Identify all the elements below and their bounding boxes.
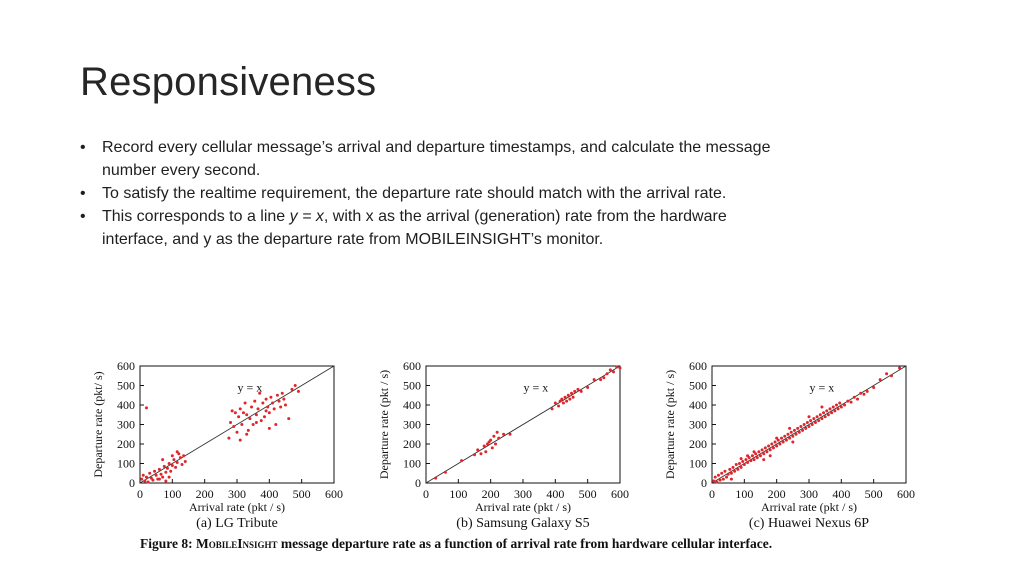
chart-annotation: y = x bbox=[523, 380, 549, 395]
data-point bbox=[237, 415, 240, 418]
slide-title: Responsiveness bbox=[80, 60, 377, 104]
data-point bbox=[746, 461, 749, 464]
data-point bbox=[473, 453, 476, 456]
x-tick-label: 600 bbox=[897, 487, 915, 501]
bullet-item bbox=[80, 205, 780, 251]
data-point bbox=[166, 467, 169, 470]
data-point bbox=[898, 366, 901, 369]
x-tick-label: 400 bbox=[260, 487, 279, 501]
data-point bbox=[808, 415, 811, 418]
data-point bbox=[239, 407, 242, 410]
x-tick-label: 200 bbox=[481, 487, 500, 501]
data-point bbox=[494, 443, 497, 446]
data-point bbox=[740, 466, 743, 469]
x-axis-label: Arrival rate (pkt / s) bbox=[475, 500, 571, 514]
data-point bbox=[786, 433, 789, 436]
data-point bbox=[158, 478, 161, 481]
data-point bbox=[803, 423, 806, 426]
data-point bbox=[840, 405, 843, 408]
data-point bbox=[879, 378, 882, 381]
x-tick-label: 0 bbox=[709, 487, 715, 501]
bullet-text: , with x as the arrival (generation) rate from the hardware interface, and y as the departure rate from MOBILEINSIGHT’s monitor. bbox=[102, 208, 727, 248]
y-tick-label: 400 bbox=[689, 398, 707, 412]
data-point bbox=[719, 479, 722, 482]
y-axis-label: Departure rate (pkt / s) bbox=[377, 369, 391, 480]
data-point bbox=[163, 465, 166, 468]
data-point bbox=[738, 462, 741, 465]
data-point bbox=[808, 425, 811, 428]
data-point bbox=[820, 405, 823, 408]
data-point bbox=[717, 474, 720, 477]
data-point bbox=[853, 396, 856, 399]
data-point bbox=[790, 431, 793, 434]
data-point bbox=[715, 481, 718, 484]
data-point bbox=[859, 392, 862, 395]
chart-annotation: y = x bbox=[809, 380, 835, 395]
data-point bbox=[814, 421, 817, 424]
data-point bbox=[248, 417, 251, 420]
data-point bbox=[294, 384, 297, 387]
data-point bbox=[284, 404, 287, 407]
x-tick-label: 300 bbox=[514, 487, 532, 501]
y-tick-label: 0 bbox=[701, 476, 707, 490]
data-point bbox=[593, 378, 596, 381]
data-point bbox=[775, 437, 778, 440]
data-point bbox=[812, 417, 815, 420]
data-point bbox=[496, 431, 499, 434]
data-point bbox=[564, 396, 567, 399]
data-point bbox=[573, 390, 576, 393]
data-point bbox=[774, 441, 777, 444]
data-point bbox=[568, 398, 571, 401]
data-point bbox=[255, 421, 258, 424]
data-point bbox=[257, 407, 260, 410]
data-point bbox=[751, 454, 754, 457]
data-point bbox=[843, 404, 846, 407]
data-point bbox=[612, 370, 615, 373]
data-point bbox=[801, 429, 804, 432]
data-point bbox=[184, 460, 187, 463]
data-point bbox=[746, 454, 749, 457]
data-point bbox=[245, 413, 248, 416]
data-point bbox=[769, 448, 772, 451]
data-point bbox=[567, 394, 570, 397]
y-tick-label: 100 bbox=[403, 456, 421, 471]
data-point bbox=[765, 450, 768, 453]
data-point bbox=[819, 413, 822, 416]
data-point bbox=[476, 448, 479, 451]
data-point bbox=[179, 456, 182, 459]
data-point bbox=[798, 431, 801, 434]
data-point bbox=[570, 392, 573, 395]
data-point bbox=[837, 407, 840, 410]
data-point bbox=[255, 413, 258, 416]
data-point bbox=[850, 401, 853, 404]
data-point bbox=[274, 423, 277, 426]
data-point bbox=[862, 393, 865, 396]
y-tick-label: 600 bbox=[689, 359, 707, 373]
x-tick-label: 100 bbox=[735, 487, 754, 501]
data-point bbox=[756, 456, 759, 459]
data-point bbox=[572, 396, 575, 399]
data-point bbox=[145, 476, 148, 479]
y-tick-label: 300 bbox=[117, 417, 135, 432]
data-point bbox=[509, 433, 512, 436]
data-point bbox=[234, 411, 237, 414]
data-point bbox=[804, 427, 807, 430]
data-point bbox=[460, 459, 463, 462]
data-point bbox=[497, 437, 500, 440]
data-point bbox=[239, 439, 242, 442]
data-point bbox=[785, 439, 788, 442]
bullet-item bbox=[80, 136, 780, 182]
data-point bbox=[279, 405, 282, 408]
data-point bbox=[551, 407, 554, 410]
data-point bbox=[856, 398, 859, 401]
data-point bbox=[557, 404, 560, 407]
scatter-plot-samsung-s5 bbox=[368, 352, 648, 537]
data-point bbox=[161, 458, 164, 461]
data-point bbox=[714, 476, 717, 479]
data-point bbox=[606, 372, 609, 375]
bullet-text: Record every cellular message’s arrival and departure timestamps, and calculate the message number every second. bbox=[102, 139, 771, 179]
data-point bbox=[576, 388, 579, 391]
data-point bbox=[273, 407, 276, 410]
data-point bbox=[788, 437, 791, 440]
data-point bbox=[164, 480, 167, 483]
data-point bbox=[261, 402, 264, 405]
data-point bbox=[164, 471, 167, 474]
x-tick-label: 100 bbox=[449, 487, 468, 501]
data-point bbox=[491, 446, 494, 449]
data-point bbox=[753, 458, 756, 461]
data-point bbox=[741, 460, 744, 463]
bullet-list bbox=[80, 136, 780, 251]
data-point bbox=[885, 372, 888, 375]
data-point bbox=[846, 400, 849, 403]
data-point bbox=[281, 392, 284, 395]
x-axis-label: Arrival rate (pkt / s) bbox=[761, 500, 857, 514]
data-point bbox=[271, 402, 274, 405]
data-point bbox=[720, 472, 723, 475]
y-tick-label: 600 bbox=[403, 359, 421, 373]
data-point bbox=[788, 427, 791, 430]
y-axis-label: Departure rate (pkt / s) bbox=[663, 369, 677, 480]
y-tick-label: 300 bbox=[403, 417, 421, 432]
x-tick-label: 600 bbox=[325, 487, 343, 501]
data-point bbox=[890, 374, 893, 377]
data-point bbox=[252, 423, 255, 426]
data-point bbox=[143, 480, 146, 483]
data-point bbox=[761, 448, 764, 451]
data-point bbox=[158, 468, 161, 471]
data-point bbox=[824, 415, 827, 418]
x-tick-label: 0 bbox=[137, 487, 143, 501]
data-point bbox=[872, 386, 875, 389]
data-point bbox=[253, 400, 256, 403]
data-point bbox=[227, 437, 230, 440]
data-point bbox=[479, 452, 482, 455]
y-tick-label: 200 bbox=[689, 437, 707, 451]
chart-subtitle: (a) LG Tribute bbox=[196, 516, 278, 531]
y-axis-label: Departure rate (pkt/ s) bbox=[91, 371, 105, 478]
data-point bbox=[753, 450, 756, 453]
data-point bbox=[181, 463, 184, 466]
data-point bbox=[733, 470, 736, 473]
scatter-plot-huawei-nexus bbox=[654, 352, 934, 537]
y-tick-label: 500 bbox=[117, 378, 135, 393]
y-tick-label: 400 bbox=[403, 398, 421, 412]
data-point bbox=[735, 463, 738, 466]
data-point bbox=[728, 468, 731, 471]
data-point bbox=[769, 454, 772, 457]
data-point bbox=[176, 450, 179, 453]
data-point bbox=[247, 429, 250, 432]
data-point bbox=[793, 429, 796, 432]
data-point bbox=[260, 419, 263, 422]
data-point bbox=[830, 411, 833, 414]
y-tick-label: 400 bbox=[117, 398, 135, 412]
x-tick-label: 0 bbox=[423, 487, 429, 501]
data-point bbox=[827, 413, 830, 416]
data-point bbox=[725, 476, 728, 479]
data-point bbox=[767, 444, 770, 447]
figure-caption bbox=[140, 536, 900, 552]
x-tick-label: 200 bbox=[195, 487, 214, 501]
data-point bbox=[829, 407, 832, 410]
y-tick-label: 200 bbox=[117, 437, 135, 451]
data-point bbox=[811, 423, 814, 426]
data-point bbox=[269, 396, 272, 399]
data-point bbox=[174, 466, 177, 469]
data-point bbox=[795, 433, 798, 436]
data-point bbox=[835, 404, 838, 407]
data-point bbox=[148, 472, 151, 475]
data-point bbox=[182, 454, 185, 457]
data-point bbox=[168, 476, 171, 479]
data-point bbox=[434, 477, 437, 480]
data-point bbox=[554, 402, 557, 405]
data-point bbox=[236, 431, 239, 434]
y-tick-label: 100 bbox=[689, 456, 707, 471]
data-point bbox=[833, 409, 836, 412]
data-point bbox=[832, 405, 835, 408]
data-point bbox=[229, 421, 232, 424]
data-point bbox=[172, 458, 175, 461]
data-point bbox=[161, 476, 164, 479]
data-point bbox=[444, 471, 447, 474]
data-point bbox=[732, 466, 735, 469]
data-point bbox=[489, 439, 492, 442]
data-point bbox=[778, 443, 781, 446]
x-tick-label: 400 bbox=[546, 487, 565, 501]
data-point bbox=[791, 441, 794, 444]
data-point bbox=[145, 406, 148, 409]
data-point bbox=[759, 454, 762, 457]
data-point bbox=[297, 390, 300, 393]
data-point bbox=[153, 470, 156, 473]
y-tick-label: 100 bbox=[117, 456, 135, 471]
data-point bbox=[780, 437, 783, 440]
data-point bbox=[602, 376, 605, 379]
chart-subtitle: (c) Huawei Nexus 6P bbox=[748, 516, 870, 531]
y-tick-label: 300 bbox=[689, 417, 707, 432]
data-point bbox=[609, 368, 612, 371]
data-point bbox=[809, 419, 812, 422]
caption-text: message departure rate as a function of arrival rate from hardware cellular interface. bbox=[277, 536, 773, 551]
data-point bbox=[245, 433, 248, 436]
x-tick-label: 300 bbox=[800, 487, 818, 501]
data-point bbox=[562, 402, 565, 405]
data-point bbox=[155, 474, 158, 477]
data-point bbox=[817, 419, 820, 422]
x-tick-label: 500 bbox=[292, 487, 311, 501]
data-point bbox=[730, 472, 733, 475]
x-tick-label: 500 bbox=[864, 487, 883, 501]
data-point bbox=[560, 398, 563, 401]
data-point bbox=[749, 459, 752, 462]
data-point bbox=[147, 481, 150, 484]
data-point bbox=[740, 457, 743, 460]
data-point bbox=[825, 409, 828, 412]
data-point bbox=[770, 443, 773, 446]
data-point bbox=[822, 411, 825, 414]
data-point bbox=[171, 454, 174, 457]
data-point bbox=[712, 480, 715, 483]
data-point bbox=[764, 446, 767, 449]
x-axis-label: Arrival rate (pkt / s) bbox=[189, 500, 285, 514]
caption-prefix: Figure 8: bbox=[140, 536, 196, 551]
data-point bbox=[727, 473, 730, 476]
x-tick-label: 200 bbox=[767, 487, 786, 501]
data-point bbox=[268, 411, 271, 414]
x-tick-label: 600 bbox=[611, 487, 629, 501]
data-point bbox=[757, 450, 760, 453]
data-point bbox=[151, 479, 154, 482]
data-point bbox=[232, 425, 235, 428]
data-point bbox=[492, 435, 495, 438]
data-point bbox=[242, 411, 245, 414]
data-point bbox=[799, 425, 802, 428]
data-point bbox=[866, 390, 869, 393]
data-point bbox=[762, 458, 765, 461]
data-point bbox=[820, 417, 823, 420]
data-point bbox=[287, 417, 290, 420]
data-point bbox=[782, 441, 785, 444]
data-point bbox=[743, 463, 746, 466]
data-point bbox=[266, 405, 269, 408]
data-point bbox=[838, 402, 841, 405]
data-point bbox=[619, 366, 622, 369]
data-point bbox=[290, 388, 293, 391]
data-point bbox=[265, 398, 268, 401]
data-point bbox=[599, 378, 602, 381]
y-tick-label: 600 bbox=[117, 359, 135, 373]
caption-brand: MobileInsight bbox=[196, 536, 278, 551]
data-point bbox=[176, 461, 179, 464]
data-point bbox=[168, 462, 171, 465]
data-point bbox=[171, 464, 174, 467]
y-tick-label: 500 bbox=[403, 378, 421, 393]
data-point bbox=[169, 470, 172, 473]
data-point bbox=[483, 444, 486, 447]
y-tick-label: 500 bbox=[689, 378, 707, 393]
x-tick-label: 500 bbox=[578, 487, 597, 501]
data-point bbox=[816, 415, 819, 418]
data-point bbox=[278, 400, 281, 403]
chart-annotation: y = x bbox=[237, 380, 263, 395]
data-point bbox=[240, 423, 243, 426]
data-point bbox=[265, 409, 268, 412]
data-point bbox=[762, 452, 765, 455]
chart-subtitle: (b) Samsung Galaxy S5 bbox=[456, 516, 590, 531]
data-point bbox=[806, 421, 809, 424]
data-point bbox=[231, 409, 234, 412]
data-point bbox=[615, 365, 618, 368]
data-point bbox=[276, 394, 279, 397]
data-point bbox=[796, 427, 799, 430]
data-point bbox=[730, 478, 733, 481]
bullet-text: This corresponds to a line bbox=[102, 208, 290, 225]
data-point bbox=[268, 427, 271, 430]
data-point bbox=[722, 478, 725, 481]
x-tick-label: 400 bbox=[832, 487, 851, 501]
bullet-text: To satisfy the realtime requirement, the departure rate should match with the arrival rate. bbox=[102, 185, 727, 202]
data-point bbox=[723, 470, 726, 473]
data-point bbox=[783, 435, 786, 438]
data-point bbox=[736, 468, 739, 471]
bullet-equation: y = x bbox=[289, 208, 324, 225]
y-tick-label: 0 bbox=[415, 476, 421, 490]
x-tick-label: 100 bbox=[163, 487, 182, 501]
data-point bbox=[484, 450, 487, 453]
data-point bbox=[586, 386, 589, 389]
data-point bbox=[263, 415, 266, 418]
scatter-figure bbox=[82, 352, 942, 562]
data-point bbox=[791, 435, 794, 438]
y-tick-label: 200 bbox=[403, 437, 421, 451]
data-point bbox=[502, 433, 505, 436]
y-tick-label: 0 bbox=[129, 476, 135, 490]
data-point bbox=[282, 398, 285, 401]
data-point bbox=[244, 402, 247, 405]
data-point bbox=[160, 473, 163, 476]
x-tick-label: 300 bbox=[228, 487, 246, 501]
data-point bbox=[775, 444, 778, 447]
scatter-plot-lg-tribute bbox=[82, 352, 362, 537]
data-point bbox=[580, 390, 583, 393]
data-point bbox=[565, 400, 568, 403]
data-point bbox=[250, 405, 253, 408]
data-point bbox=[142, 474, 145, 477]
data-point bbox=[744, 458, 747, 461]
data-point bbox=[140, 478, 143, 481]
data-point bbox=[772, 446, 775, 449]
bullet-item bbox=[80, 182, 780, 205]
